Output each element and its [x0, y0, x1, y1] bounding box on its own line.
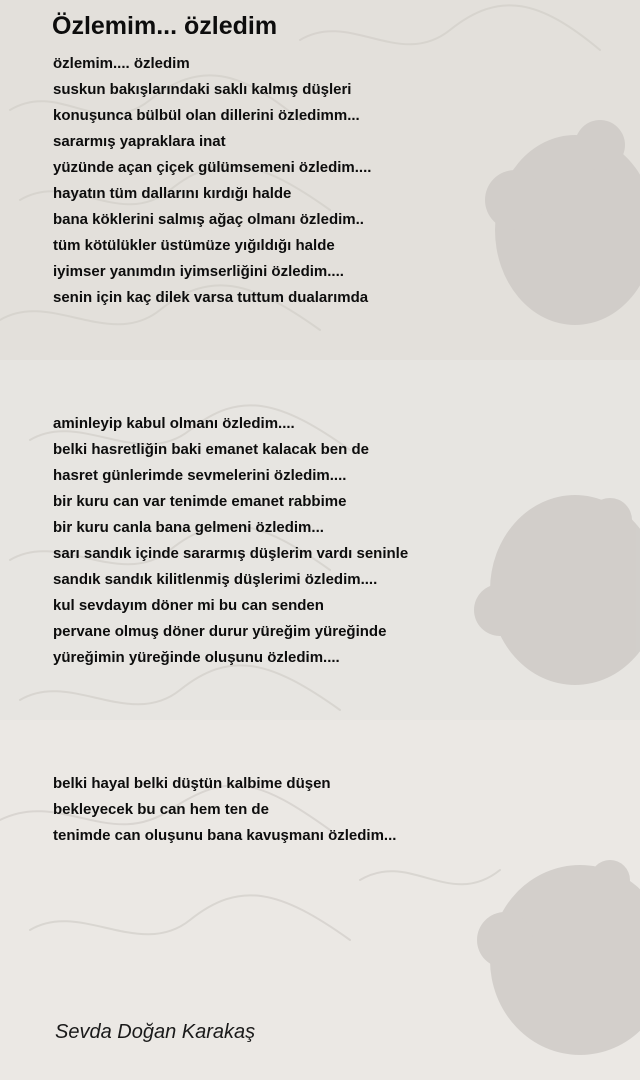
poem-stanza-1	[53, 51, 613, 311]
poem-line: belki hasretliğin baki emanet kalacak ben de	[53, 441, 369, 458]
poem-line: bir kuru can var tenimde emanet rabbime	[53, 493, 347, 510]
poem-line: bir kuru canla bana gelmeni özledim...	[53, 519, 324, 536]
poem-line: belki hayal belki düştün kalbime düşen	[53, 775, 331, 792]
poem-line: suskun bakışlarındaki saklı kalmış düşleri	[53, 81, 352, 98]
poem-line: pervane olmuş döner durur yüreğim yüreğinde	[53, 623, 387, 640]
poem-line: özlemim.... özledim	[53, 55, 190, 72]
poem-line: hayatın tüm dallarını kırdığı halde	[53, 185, 292, 202]
poem-line: yüzünde açan çiçek gülümsemeni özledim....	[53, 159, 372, 176]
poem-stanza-3	[53, 771, 613, 849]
poem-line: bana köklerini salmış ağaç olmanı özledim..	[53, 211, 364, 228]
poem-stanza-2	[53, 411, 613, 671]
poem-line: kul sevdayım döner mi bu can senden	[53, 597, 324, 614]
poem-line: tüm kötülükler üstümüze yığıldığı halde	[53, 237, 335, 254]
poem-line: tenimde can oluşunu bana kavuşmanı özledim...	[53, 827, 397, 844]
poem-line: sararmış yapraklara inat	[53, 133, 226, 150]
poem-line: sarı sandık içinde sararmış düşlerim vardı seninle	[53, 545, 409, 562]
poem-author: Sevda Doğan Karakaş	[55, 1021, 256, 1043]
poem-line: yüreğimin yüreğinde oluşunu özledim....	[53, 649, 340, 666]
poem-line: hasret günlerimde sevmelerini özledim....	[53, 467, 347, 484]
poem-line: senin için kaç dilek varsa tuttum dualarımda	[53, 289, 369, 306]
poem-line: konuşunca bülbül olan dillerini özledimm...	[53, 107, 360, 124]
poem-line: aminleyip kabul olmanı özledim....	[53, 415, 295, 432]
poem-title: Özlemim... özledim	[52, 12, 278, 40]
poem-line: bekleyecek bu can hem ten de	[53, 801, 269, 818]
poem-line: iyimser yanımdın iyimserliğini özledim....	[53, 263, 344, 280]
poem-line: sandık sandık kilitlenmiş düşlerimi özledim....	[53, 571, 378, 588]
